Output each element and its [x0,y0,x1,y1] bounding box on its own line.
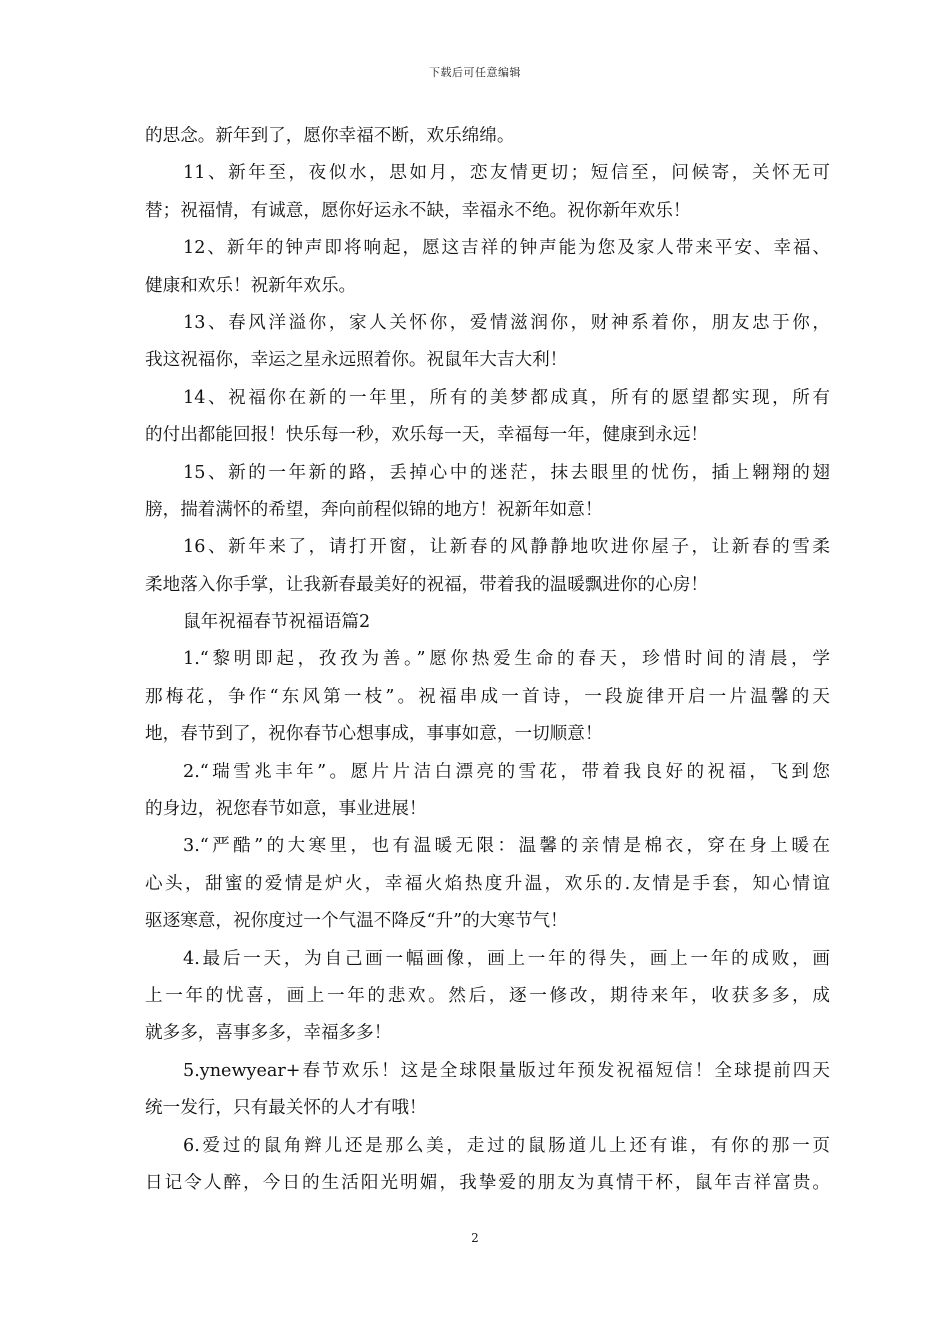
text-line: 就多多，喜事多多，幸福多多！ [145,1023,392,1044]
text-line: 13、春风洋溢你，家人关怀你，爱情滋润你，财神系着你，朋友忠于你， [183,312,830,333]
text-line: 替；祝福情，有诚意，愿你好运永不缺，幸福永不绝。祝你新年欢乐！ [145,200,691,221]
text-line: 6.爱过的鼠角辫儿还是那么美，走过的鼠肠道儿上还有谁，有你的那一页 [183,1135,830,1156]
text-line: 膀，揣着满怀的希望，奔向前程似锦的地方！祝新年如意！ [145,499,603,520]
text-line: 12、新年的钟声即将响起，愿这吉祥的钟声能为您及家人带来平安、幸福、 [183,238,830,259]
text-line: 1.“黎明即起，孜孜为善。”愿你热爱生命的春天，珍惜时间的清晨，学 [183,649,830,670]
document-body [145,118,830,1202]
text-line: 我这祝福你，幸运之星永远照着你。祝鼠年大吉大利！ [145,350,568,371]
text-line: 3.“严酷”的大寒里，也有温暖无限：温馨的亲情是棉衣，穿在身上暖在 [183,836,830,857]
text-line: 的付出都能回报！快乐每一秒，欢乐每一天，幸福每一年，健康到永远！ [145,425,709,446]
text-line: 16、新年来了，请打开窗，让新春的风静静地吹进你屋子，让新春的雪柔 [183,537,830,558]
text-line: 4.最后一天，为自己画一幅画像，画上一年的得失，画上一年的成败，画 [183,948,830,969]
text-line: 心头，甜蜜的爱情是炉火，幸福火焰热度升温，欢乐的.友情是手套，知心情谊 [145,873,830,894]
text-line: 柔地落入你手掌，让我新春最美好的祝福，带着我的温暖飘进你的心房！ [145,574,709,595]
text-line: 健康和欢乐！祝新年欢乐。 [145,275,357,296]
text-line: 15、新的一年新的路，丢掉心中的迷茫，抹去眼里的忧伤，插上翱翔的翅 [183,462,830,483]
text-line: 鼠年祝福春节祝福语篇2 [183,612,371,633]
text-line: 11、新年至，夜似水，思如月，恋友情更切；短信至，问候寄，关怀无可 [183,163,830,184]
page-header: 下载后可任意编辑 [429,66,521,79]
text-line: 地，春节到了，祝你春节心想事成，事事如意，一切顺意！ [145,724,603,745]
text-line: 的思念。新年到了，愿你幸福不断，欢乐绵绵。 [145,126,515,146]
text-line: 驱逐寒意，祝你度过一个气温不降反“升”的大寒节气！ [145,911,568,932]
text-line: 5.ynewyear+春节欢乐！这是全球限量版过年预发祝福短信！全球提前四天 [183,1060,830,1081]
text-line: 14、祝福你在新的一年里，所有的美梦都成真，所有的愿望都实现，所有 [183,387,830,408]
text-line: 的身边，祝您春节如意，事业进展！ [145,799,427,820]
page-number: 2 [471,1231,479,1245]
text-line: 2.“瑞雪兆丰年”。愿片片洁白漂亮的雪花，带着我良好的祝福，飞到您 [183,761,830,782]
text-line: 上一年的忧喜，画上一年的悲欢。然后，逐一修改，期待来年，收获多多，成 [145,985,830,1006]
text-line: 那梅花，争作“东风第一枝”。祝福串成一首诗，一段旋律开启一片温馨的天 [145,686,830,707]
text-line: 统一发行，只有最关怀的人才有哦！ [145,1098,427,1119]
text-line: 日记令人醉，今日的生活阳光明媚，我挚爱的朋友为真情干杯，鼠年吉祥富贵。 [145,1172,830,1193]
